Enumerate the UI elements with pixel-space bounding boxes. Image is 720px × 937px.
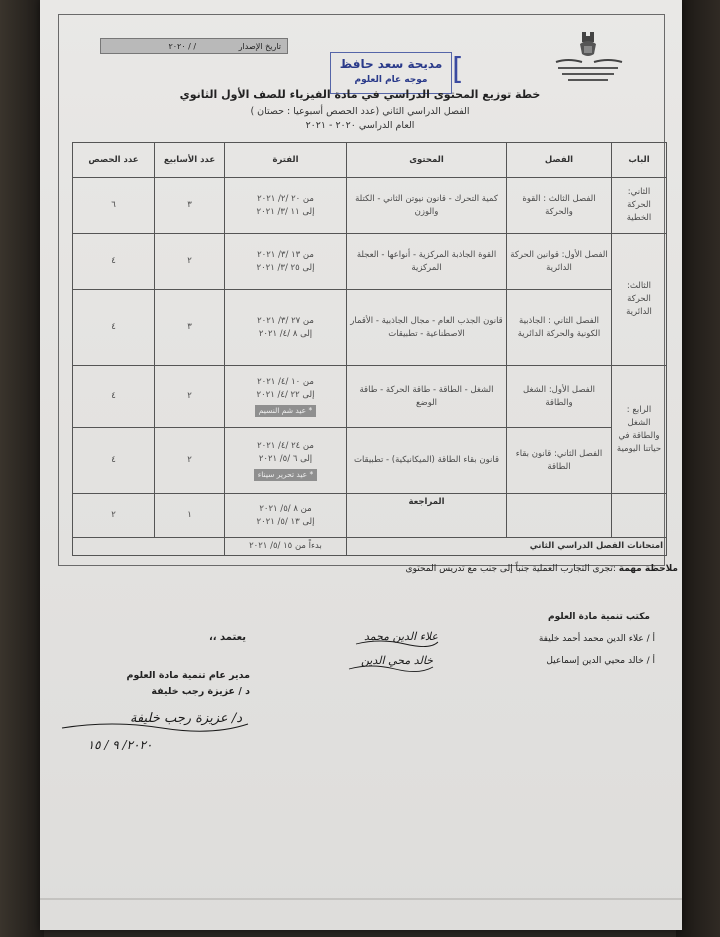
holiday-note: * عيد تحرير سيناء xyxy=(254,469,318,481)
period-to: إلى ١١ /٣/ ٢٠٢١ xyxy=(256,206,315,217)
note-label: ملاحظة مهمة xyxy=(618,564,678,574)
member-signature-2 xyxy=(345,648,435,674)
cell-weeks: ٣ xyxy=(155,178,225,234)
exams-date: بدءاً من ١٥ /٥/ ٢٠٢١ xyxy=(225,538,347,556)
table-header-row xyxy=(73,143,667,178)
year-line: العام الدراسي ٢٠٢٠ - ٢٠٢١ xyxy=(305,120,415,131)
cell-period xyxy=(225,234,347,290)
cell-chapter: الفصل الثاني : الجاذبية الكونية والحركة الدائرية xyxy=(507,290,612,366)
approval-date: ٢٠٢٠/ ٩ / ١٥ xyxy=(87,738,153,752)
background-left xyxy=(0,0,44,937)
cell-lessons: ٤ xyxy=(73,290,155,366)
cell-unit: الثاني: الحركة الخطية xyxy=(612,178,667,234)
period-to: إلى ٦ /٥/ ٢٠٢١ xyxy=(258,453,313,464)
cell-content: كمية التحرك - قانون نيوتن الثاني - الكتلة والوزن xyxy=(347,178,507,234)
cell-lessons: ٤ xyxy=(73,366,155,428)
ministry-logo-icon xyxy=(548,28,628,84)
issue-date-value: / / ٢٠٢٠ xyxy=(168,42,197,51)
table-row xyxy=(73,234,667,290)
period-from: من ٨ /٥/ ٢٠٢١ xyxy=(259,503,312,514)
director-title: مدير عام تنمية مادة العلوم xyxy=(126,670,250,681)
cell-content: القوة الجاذبة المركزية - أنواعها - العجلة المركزية xyxy=(347,234,507,290)
cell-content: قانون الجذب العام - مجال الجاذبية - الأقمار الاصطناعية - تطبيقات xyxy=(347,290,507,366)
holiday-note: * عيد شم النسيم xyxy=(255,405,316,417)
cell-weeks: ٢ xyxy=(155,428,225,494)
period-from: من ٢٧ /٣/ ٢٠٢١ xyxy=(257,315,314,326)
page-bottom-edge xyxy=(40,898,682,900)
cell-chapter: الفصل الأول: الشغل والطاقة xyxy=(507,366,612,428)
header-content: المحتوى xyxy=(347,143,507,178)
period-from: من ٢٠ /٢/ ٢٠٢١ xyxy=(257,193,314,204)
cell-unit: الثالث: الحركة الدائرية xyxy=(612,234,667,366)
cell-period xyxy=(225,178,347,234)
content-plan-table xyxy=(72,142,667,556)
period-from: من ١٠ /٤/ ٢٠٢١ xyxy=(257,376,314,387)
member-signature-text: علاء الدين محمد xyxy=(363,630,438,643)
cell-unit: الرابع : الشغل والطاقة في حياتنا اليومية xyxy=(612,366,667,494)
table-row xyxy=(73,494,667,538)
header-lessons: عدد الحصص xyxy=(73,143,155,178)
cell-chapter: الفصل الثالث : القوة والحركة xyxy=(507,178,612,234)
cell-content: الشغل - الطاقة - طاقة الحركة - طاقة الوضع xyxy=(347,366,507,428)
issue-date-box xyxy=(100,38,288,54)
member-name: أ / خالد محيي الدين إسماعيل xyxy=(546,656,655,666)
member-signature-1 xyxy=(350,624,440,650)
header-chapter: الفصل xyxy=(507,143,612,178)
cell-period xyxy=(225,494,347,538)
cell-lessons: ٢ xyxy=(73,494,155,538)
cell-lessons: ٤ xyxy=(73,234,155,290)
header-unit: الباب xyxy=(612,143,667,178)
header-period: الفترة xyxy=(225,143,347,178)
period-to: إلى ٨ /٤/ ٢٠٢١ xyxy=(258,328,313,339)
background-right xyxy=(676,0,720,937)
header-weeks: عدد الأسابيع xyxy=(155,143,225,178)
director-name: د / عزيزة رجب خليفة xyxy=(151,686,250,697)
office-title: مكتب تنمية مادة العلوم xyxy=(548,612,650,622)
table-row xyxy=(73,428,667,494)
stamp-bracket: [ xyxy=(452,52,464,87)
approval-label: يعتمد ،، xyxy=(208,632,246,643)
cell-weeks: ٢ xyxy=(155,366,225,428)
cell-period xyxy=(225,290,347,366)
cell-weeks: ٢ xyxy=(155,234,225,290)
exams-row xyxy=(73,538,667,556)
cell-lessons: ٤ xyxy=(73,428,155,494)
director-signature-text: د/ عزيزة رجب خليفة xyxy=(130,711,242,726)
cell-unit xyxy=(612,494,667,538)
exams-label: امتحانات الفصل الدراسي الثاني xyxy=(347,538,667,556)
period-to: إلى ١٣ /٥/ ٢٠٢١ xyxy=(256,516,315,527)
cell-weeks: ١ xyxy=(155,494,225,538)
cell-period xyxy=(225,366,347,428)
cell-content: المراجعة xyxy=(347,494,507,538)
important-note xyxy=(258,564,678,574)
cell-weeks: ٣ xyxy=(155,290,225,366)
table-row xyxy=(73,366,667,428)
cell-chapter: الفصل الأول: قوانين الحركة الدائرية xyxy=(507,234,612,290)
office-member xyxy=(405,634,655,644)
table-row xyxy=(73,290,667,366)
period-from: من ١٣ /٣/ ٢٠٢١ xyxy=(257,249,314,260)
cell-content: قانون بقاء الطاقة (الميكانيكية) - تطبيقات xyxy=(347,428,507,494)
member-name: أ / علاء الدين محمد أحمد خليفة xyxy=(538,634,655,644)
issue-date-label: تاريخ الإصدار xyxy=(238,42,281,51)
stamp-role: موجه عام العلوم xyxy=(354,75,428,85)
note-text: :تجرى التجارب العملية جنباً إلى جنب مع تدريس المحتوى xyxy=(405,564,616,574)
period-from: من ٢٤ /٤/ ٢٠٢١ xyxy=(257,440,314,451)
table-row xyxy=(73,178,667,234)
cell-chapter xyxy=(507,494,612,538)
period-to: إلى ٢٢ /٤/ ٢٠٢١ xyxy=(256,389,315,400)
document-title: خطة توزيع المحتوى الدراسي في مادة الفيزياء للصف الأول الثانوي xyxy=(179,88,541,101)
cell-lessons: ٦ xyxy=(73,178,155,234)
office-member xyxy=(405,656,655,666)
cell-chapter: الفصل الثاني: قانون بقاء الطاقة xyxy=(507,428,612,494)
cell-period xyxy=(225,428,347,494)
director-signature xyxy=(52,702,252,736)
term-line: الفصل الدراسي الثاني (عدد الحصص أسبوعيا : حصتان ) xyxy=(250,106,470,117)
stamp-name: مديحة سعد حافظ xyxy=(339,57,443,71)
exams-empty xyxy=(73,538,225,556)
member-signature-text: خالد محي الدين xyxy=(360,654,433,667)
period-to: إلى ٢٥ /٣/ ٢٠٢١ xyxy=(256,262,315,273)
